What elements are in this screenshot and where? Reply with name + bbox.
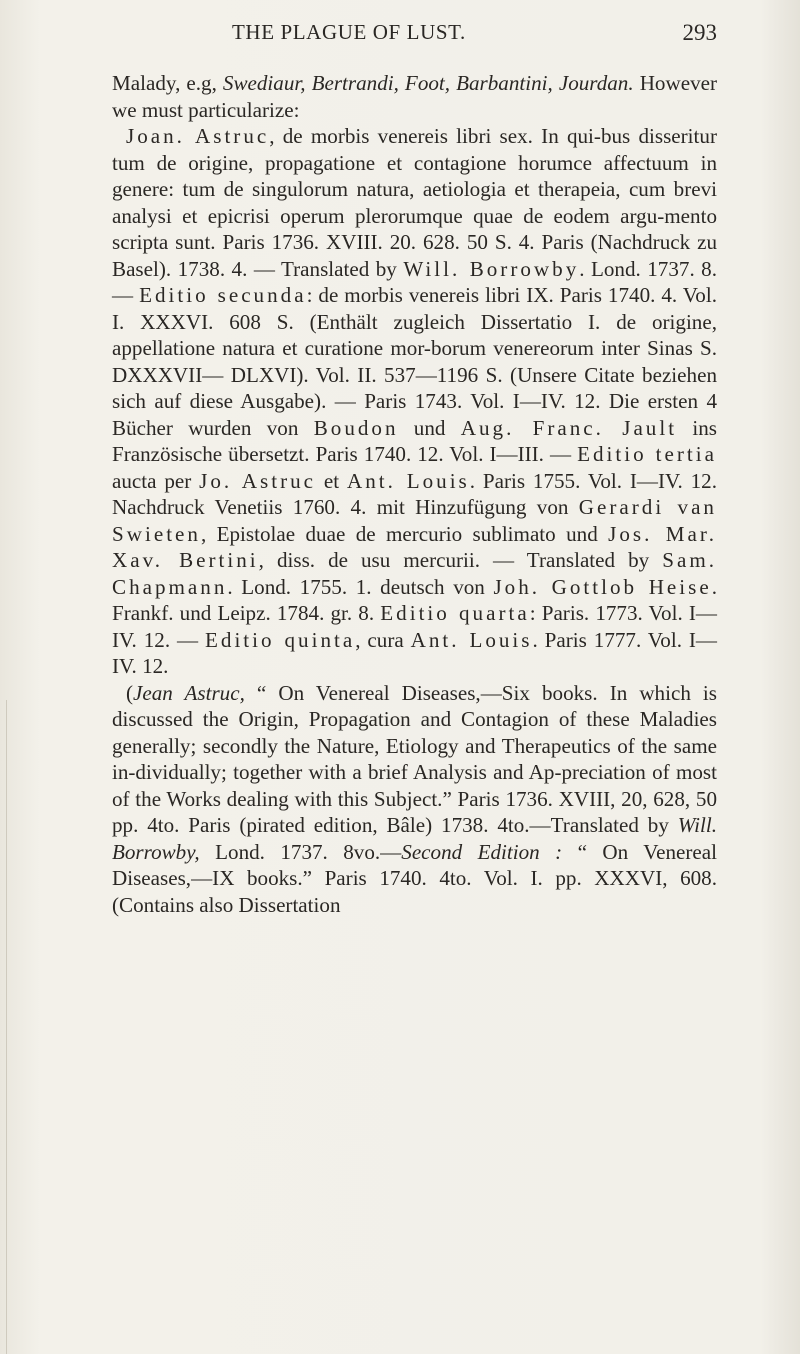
person-name: Jos. Mar. Xav. Bertini (112, 521, 717, 572)
text-run: “ On Venereal Diseases,—Six books. In which is discussed the Origin, Propagation and Contagion of these Maladies generally; secondly the Nature, Etiology and Therapeutics of the same in-dividually; together with a brief Analysis and Ap-preciation of most of the Works dealing with this Subject.” Paris 1736. XVIII, 20, 628, 50 pp. 4to. Paris (pirated edition, Bâle) 1738. 4to.—Translated by (112, 680, 717, 837)
text-run: , Epistolae duae de mercurio sublimato und (200, 521, 609, 546)
paragraph-3 (112, 680, 717, 919)
person-name: Boudon (313, 415, 399, 440)
translator-name: Sam. Chapmann (112, 548, 717, 599)
text-run: , diss. de usu mercurii. — Translated by (258, 548, 663, 572)
author-name-italic: Jean Astruc, (133, 680, 245, 705)
person-name: Ant. Louis (410, 627, 533, 652)
text-run-italic: Swediaur, Bertrandi, Foot, Barbantini, Jourdan. (222, 71, 634, 95)
person-name: Jo. Astruc (199, 468, 317, 493)
paragraph-2 (112, 123, 717, 680)
edition-label: Editio quinta (205, 627, 356, 652)
page-header (112, 20, 717, 60)
text-run: . Paris 1755. Vol. I—IV. 12. Nachdruck Venetiis 1760. 4. mit Hinzufügung von (112, 468, 717, 519)
text-run: ins Französische übersetzt. Paris 1740. 12. Vol. I—III. — (112, 415, 718, 466)
person-name: Aug. Franc. Jault (460, 415, 678, 440)
text-run: , de morbis venereis libri sex. In qui-bus disseritur tum de origine, propagatione et contagione horumce affectuum in genere: tum de singulorum natura, aetiologia et therapeia, cum brevi analysi et epicrisi operum plerorumque quae de eodem argu-mento scripta sunt. Paris 1736. XVIII. 20. 628. 50 S. 4. Paris (Nachdruck zu Basel). 1738. 4. — Translated by (112, 124, 717, 281)
text-run: Lond. 1737. 8vo.— (199, 839, 402, 864)
translator-name-italic: Will. Borrowby, (112, 813, 717, 864)
paragraph-1 (112, 70, 717, 123)
edition-label: Editio secunda (139, 283, 307, 307)
text-run: et (316, 468, 347, 493)
text-run: , cura (355, 627, 411, 652)
text-run: ( (126, 680, 134, 705)
text-run: Malady, e.g, (112, 71, 223, 95)
edition-label: Editio quarta (380, 601, 530, 625)
text-run: . Paris 1777. Vol. I—IV. 12. (112, 627, 717, 678)
edition-label: Editio tertia (577, 442, 718, 466)
text-run: . Lond. 1737. 8. — (112, 256, 717, 307)
translator-name: Will. Borrowby (403, 256, 580, 281)
body-text (112, 70, 717, 918)
page-number: 293 (682, 20, 717, 45)
text-run: However we must particularize: (112, 71, 718, 122)
text-run: . Lond. 1755. 1. deutsch von (227, 574, 494, 599)
text-run: . Frankf. und Leipz. 1784. gr. 8. (112, 574, 718, 625)
text-run: und (398, 415, 461, 440)
person-name: Ant. Louis (346, 468, 470, 493)
text-run: “ On Venereal Diseases,—IX books.” Paris 1740. 4to. Vol. I. pp. XXXVI, 608. (Contains also Dissertation (112, 839, 717, 917)
text-run: : Paris. 1773. Vol. I—IV. 12. — (112, 601, 717, 652)
text-run: : de morbis venereis libri IX. Paris 1740. 4. Vol. I. XXXVI. 608 S. (Enthält zugleich Dissertatio I. de origine, appellatione natura et curatione mor-borum venereorum inter Sinas S. DXXXVII— DLXVI). Vol. II. 537—1196 S. (Unsere Citate beziehen sich auf diese Ausgabe). — Paris 1743. Vol. I—IV. 12. Die ersten 4 Bücher wurden von (112, 283, 717, 440)
person-name: Gerardi van Swieten (112, 495, 717, 546)
translator-name: Joh. Gottlob Heise (493, 574, 712, 599)
text-run: aucta per (112, 468, 200, 493)
running-title: THE PLAGUE OF LUST. (232, 20, 466, 44)
author-name: Joan. Astruc (126, 124, 270, 148)
page-edge-shadow (6, 700, 7, 1354)
edition-label-italic: Second Edition : (401, 839, 563, 864)
